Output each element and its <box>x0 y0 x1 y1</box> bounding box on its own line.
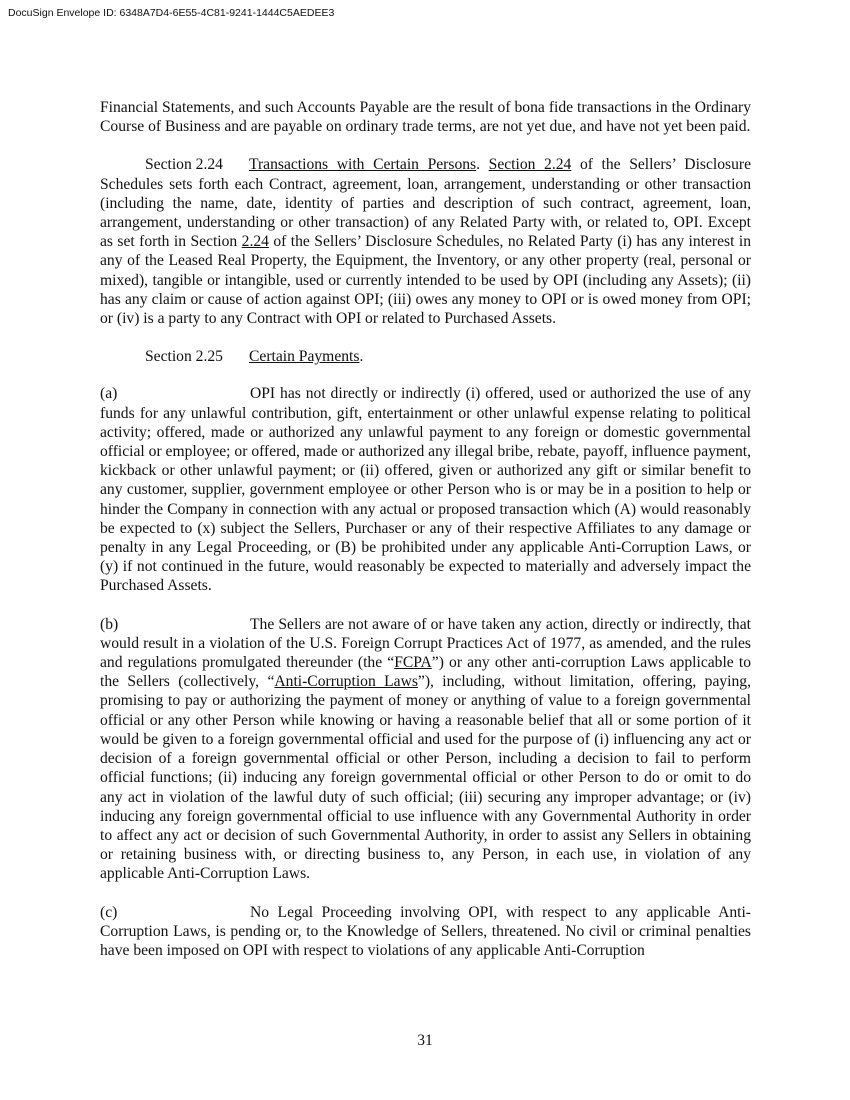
subsection-b-text-3: ”), including, without limitation, offering, paying, promising to pay or authorizing the payment of money or anything of value to a foreign governmental official or any other Person while knowing or having a reasonable belief that all or some portion of it would be given to a foreign governmental official and used for the purpose of (i) influencing any act or decision of a foreign governmental official or other Person, including a decision to fail to perform official functions; (ii) inducing any foreign governmental official or other Person to do or omit to do any act in violation of the lawful duty of such official; (iii) securing any improper advantage; or (iv) inducing any foreign governmental official to use influence with any Governmental Authority in order to affect any act or decision of such Governmental Authority, in order to assist any Sellers in obtaining or retaining business with, or directing business to, any Person, in each use, in violation of any applicable Anti-Corruption Laws. <box>100 673 751 883</box>
subsection-b <box>100 615 751 884</box>
section-2-25-number: Section 2.25 <box>145 348 223 366</box>
subsection-c-text: No Legal Proceeding involving OPI, with respect to any applicable Anti-Corruption Laws, is pending or, to the Knowledge of Sellers, threatened. No civil or criminal penalties have been imposed on OPI with respect to violations of any applicable Anti-Corruption <box>100 903 751 959</box>
section-2-24-text-a: of the Sellers’ Disclosure Schedules sets forth each Contract, agreement, loan, arrangement, understanding or other transaction (including the name, date, identity of parties and description of such contract, agreement, loan, arrangement, understanding or other transaction) of any Related Party with, or related to, OPI. Except as set forth in Section <box>100 156 751 251</box>
section-2-24-title: Transactions with Certain Persons <box>249 156 477 174</box>
subsection-b-text-2: ”) or any other anti-corruption Laws applicable to the Sellers (collectively, “ <box>100 654 751 691</box>
subsection-c <box>100 903 751 961</box>
section-2-25-title: Certain Payments <box>249 348 360 366</box>
subsection-a-label: (a) <box>100 385 118 403</box>
section-2-25-heading: Section 2.25 Certain Payments. <box>145 348 364 366</box>
intro-paragraph: Financial Statements, and such Accounts Payable are the result of bona fide transactions in the Ordinary Course of Business and are payable on ordinary trade terms, are not yet due, and have not yet been paid. <box>100 99 751 136</box>
subsection-a-text: OPI has not directly or indirectly (i) offered, used or authorized the use of any funds for any unlawful contribution, gift, entertainment or other unlawful expense relating to political activity; offered, made or authorized any unlawful payment to any foreign or domestic governmental official or employee; or offered, made or authorized any illegal bribe, rebate, payoff, influence payment, kickback or other unlawful payment; or (ii) offered, given or authorized any gift or similar benefit to any customer, supplier, government employee or other Person who is or may be in a position to help or hinder the Company in connection with any actual or proposed transaction which (A) would reasonably be expected to (x) subject the Sellers, Purchaser or any of their respective Affiliates to any damage or penalty in any Legal Proceeding, or (B) be prohibited under any applicable Anti-Corruption Laws, or (y) if not continued in the future, would reasonably be expected to materially and adversely impact the Purchased Assets. <box>100 385 751 595</box>
section-2-24-text-b: of the Sellers’ Disclosure Schedules, no Related Party (i) has any interest in any of the Leased Real Property, the Equipment, the Inventory, or any other property (real, personal or mixed), tangible or intangible, used or currently intended to be used by OPI (including any Assets); (ii) has any claim or cause of action against OPI; (iii) owes any money to OPI or is owed money from OPI; or (iv) is a party to any Contract with OPI or related to Purchased Assets. <box>100 233 751 328</box>
page-number: 31 <box>417 1032 433 1049</box>
section-2-24-number: Section 2.24 <box>145 156 223 174</box>
section-2-24-ref2: 2.24 <box>241 233 269 251</box>
anti-corruption-laws-term: Anti-Corruption Laws <box>274 673 418 691</box>
fcpa-term: FCPA <box>394 654 432 672</box>
subsection-c-label: (c) <box>100 903 118 921</box>
section-2-24: Section 2.24 Transactions with Certain Persons. Section 2.24 of the Sellers’ Disclosure Schedules sets forth each Contract, agreement, loan, arrangement, understanding or other transaction (including the name, date, identity of parties and description of such contract, agreement, loan, arrangement, understanding or other transaction) of any Related Party with, or related to, OPI. Except as set forth in Section 2.24 of the Sellers’ Disclosure Schedules, no Related Party (i) has any interest in any of the Leased Real Property, the Equipment, the Inventory, or any other property (real, personal or mixed), tangible or intangible, used or currently intended to be used by OPI (including any Assets); (ii) has any claim or cause of action against OPI; (iii) owes any money to OPI or is owed money from OPI; or (iv) is a party to any Contract with OPI or related to Purchased Assets. <box>100 156 751 328</box>
section-2-24-ref: Section 2.24 <box>488 156 572 174</box>
document-body <box>100 98 751 979</box>
envelope-id: DocuSign Envelope ID: 6348A7D4-6E55-4C81-9241-1444C5AEDEE3 <box>8 7 335 19</box>
subsection-b-text-1: The Sellers are not aware of or have taken any action, directly or indirectly, that would result in a violation of the U.S. Foreign Corrupt Practices Act of 1977, as amended, and the rules and regulations promulgated thereunder (the “ <box>100 615 751 672</box>
subsection-a <box>100 384 751 595</box>
subsection-b-label: (b) <box>100 615 119 633</box>
